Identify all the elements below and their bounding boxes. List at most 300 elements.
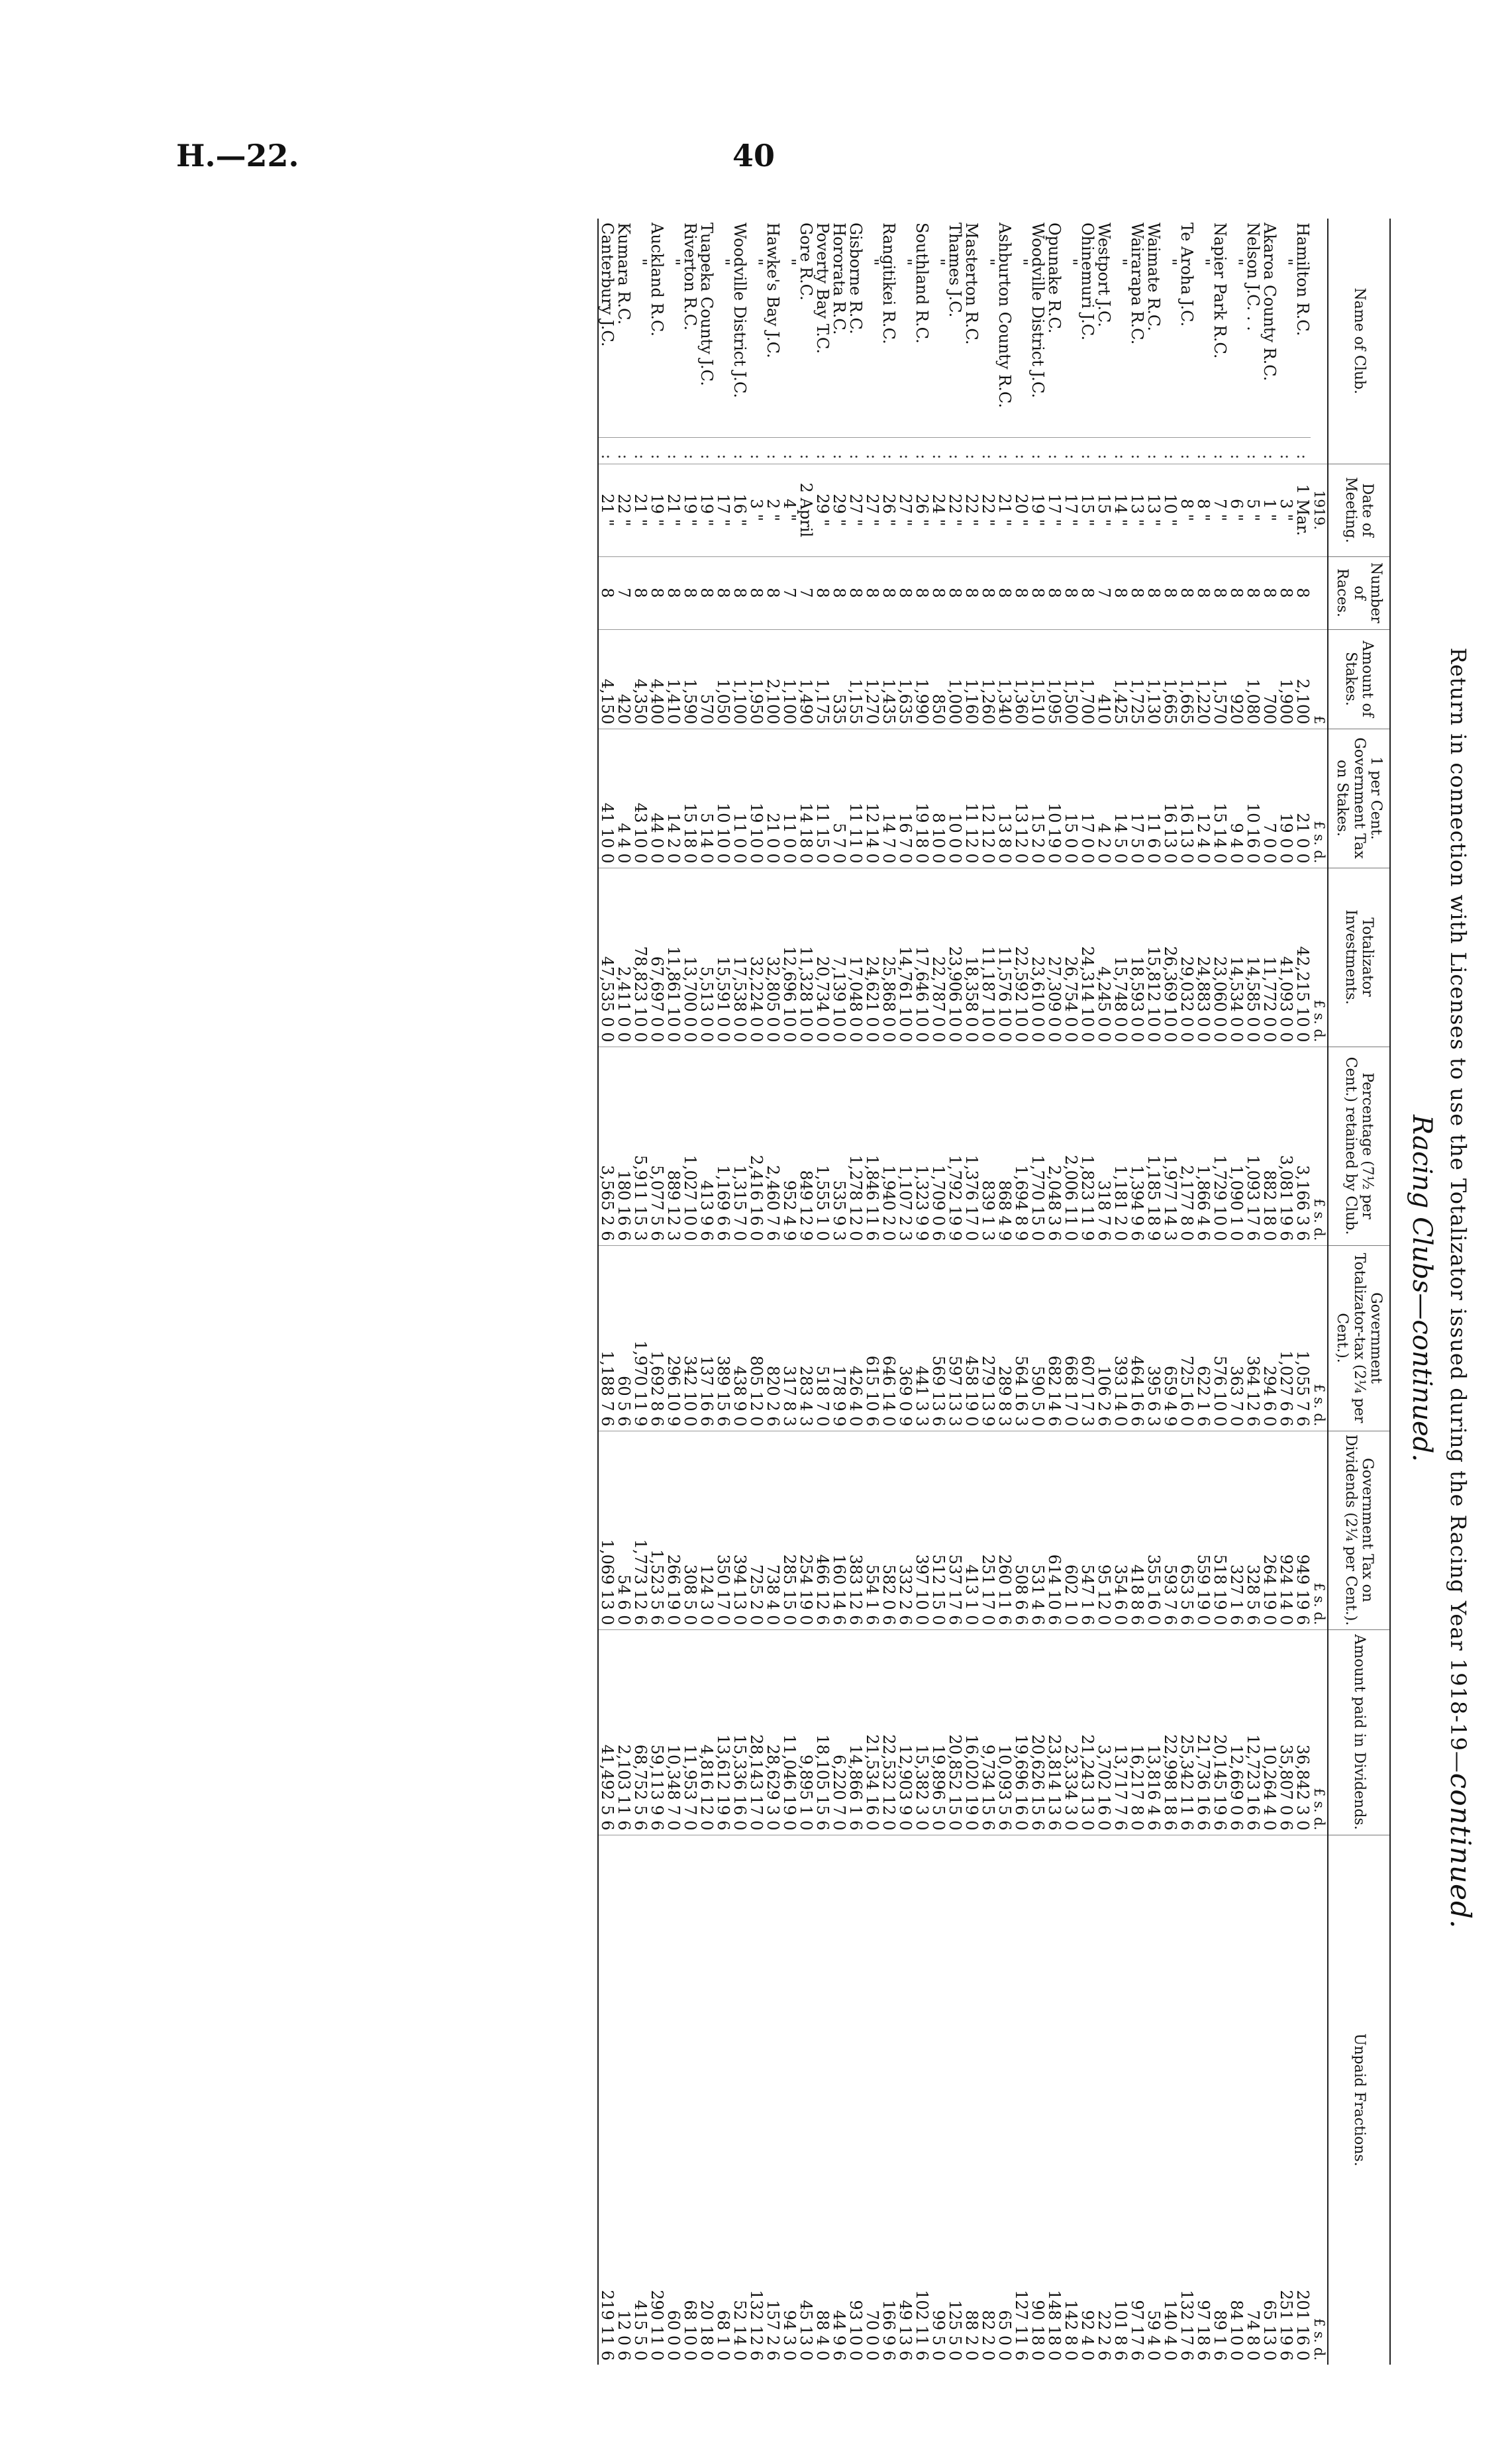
stakes-tax: 12 4 0: [1195, 729, 1211, 868]
meeting-date: 24 ": [930, 464, 946, 556]
totalizator-tax: 564 16 3: [1013, 1245, 1029, 1431]
table-row: [1046, 219, 1062, 2365]
investments: 11,861 10 0: [665, 868, 681, 1047]
club-percentage: 2,177 8 0: [1178, 1047, 1195, 1245]
stakes-amount: 1,590: [681, 629, 698, 729]
dividends-paid: 12,723 16 6: [1244, 1629, 1261, 1835]
totalizator-tax: 395 6 3: [1145, 1245, 1162, 1431]
stakes-amount: 1,260: [979, 629, 996, 729]
totalizator-tax: 622 1 6: [1195, 1245, 1211, 1431]
race-count: 8: [979, 556, 996, 629]
club-percentage: 318 7 6: [1095, 1047, 1112, 1245]
meeting-date: 10 ": [1162, 464, 1178, 556]
investments: 23,906 10 0: [946, 868, 963, 1047]
stakes-amount: 1,360: [1013, 629, 1029, 729]
club-name: Wairarapa R.C.: [1128, 223, 1147, 345]
dividends-paid: 19,696 16 0: [1013, 1629, 1029, 1835]
investments: 17,048 0 0: [847, 868, 864, 1047]
stakes-amount: 4,400: [648, 629, 665, 729]
leader-dots: :: [698, 437, 715, 464]
stakes-amount: 1,095: [1046, 629, 1062, 729]
col-header-date: Date of Meeting.: [1328, 464, 1390, 556]
stakes-tax: 5 14 0: [698, 729, 715, 868]
club-name: Canterbury J.C.: [598, 219, 615, 437]
unpaid-fractions: 65 0 0: [996, 1835, 1013, 2365]
club-percentage: 5,077 5 6: [648, 1047, 665, 1245]
meeting-date: 27 ": [897, 464, 913, 556]
stakes-amount: 1,410: [665, 629, 681, 729]
dividends-paid: 4,816 12 0: [698, 1629, 715, 1835]
dividends-paid: 28,629 3 0: [764, 1629, 781, 1835]
race-count: 7: [615, 556, 632, 629]
table-row: [1277, 219, 1294, 2365]
stakes-tax: 12 14 0: [864, 729, 880, 868]
totalizator-tax: 668 17 0: [1062, 1245, 1079, 1431]
investments: 24,314 10 0: [1079, 868, 1095, 1047]
leader-dots: :: [632, 437, 648, 464]
dividend-tax: 355 16 0: [1145, 1431, 1162, 1629]
investments: 26,369 10 0: [1162, 868, 1178, 1047]
meeting-date: 13 ": [1145, 464, 1162, 556]
totalizator-tax: 597 13 3: [946, 1245, 963, 1431]
meeting-date: 3 ": [748, 464, 764, 556]
leader-dots: :: [979, 437, 996, 464]
meeting-date: 21 ": [996, 464, 1013, 556]
race-count: 7: [781, 556, 797, 629]
meeting-date: 21 ": [598, 464, 615, 556]
race-count: 8: [946, 556, 963, 629]
totalizator-tax: 659 4 9: [1162, 1245, 1178, 1431]
club-name: ": [896, 258, 915, 266]
dividends-paid: 15,336 16 0: [731, 1629, 748, 1835]
stakes-tax: 11 0 0: [781, 729, 797, 868]
dividend-tax: 394 13 0: [731, 1431, 748, 1629]
table-row: [748, 219, 764, 2365]
club-name: ": [1012, 258, 1031, 266]
leader-dots: :: [1178, 437, 1195, 464]
table-row: [781, 219, 797, 2365]
caption-suffix: continued.: [1444, 1772, 1477, 1929]
club-name: Riverton R.C.: [681, 223, 700, 331]
investments: 23,610 0 0: [1029, 868, 1046, 1047]
investments: 15,748 0 0: [1112, 868, 1128, 1047]
meeting-date: 16 ": [731, 464, 748, 556]
leader-dots: :: [814, 437, 830, 464]
dividend-tax: 1,523 5 6: [648, 1431, 665, 1629]
stakes-tax: 11 11 0: [847, 729, 864, 868]
club-name: Poverty Bay T.C.: [813, 223, 832, 354]
race-count: 8: [632, 556, 648, 629]
race-count: 8: [864, 556, 880, 629]
dividends-paid: 59,113 9 6: [648, 1629, 665, 1835]
race-count: 8: [764, 556, 781, 629]
dividends-paid: 3,702 16 0: [1095, 1629, 1112, 1835]
table-body: [598, 219, 1328, 2365]
unpaid-fractions: 90 18 0: [1029, 1835, 1046, 2365]
totalizator-tax: 283 4 3: [797, 1245, 814, 1431]
stakes-tax: 16 7 0: [897, 729, 913, 868]
leader-dots: :: [648, 437, 665, 464]
unpaid-fractions: 97 17 6: [1128, 1835, 1145, 2365]
table-row: [764, 219, 781, 2365]
dividends-paid: 16,020 19 0: [963, 1629, 979, 1835]
unpaid-fractions: 52 14 0: [731, 1835, 748, 2365]
stakes-tax: 14 7 0: [880, 729, 897, 868]
stakes-amount: 410: [1095, 629, 1112, 729]
stakes-amount: 1,155: [847, 629, 864, 729]
stakes-amount: 1,570: [1211, 629, 1228, 729]
dividend-tax: 266 19 0: [665, 1431, 681, 1629]
table-row: [715, 219, 731, 2365]
stakes-tax: 8 10 0: [930, 729, 946, 868]
dividends-paid: 6,220 7 0: [830, 1629, 847, 1835]
table-row: [1244, 219, 1261, 2365]
leader-dots: :: [781, 437, 797, 464]
dividend-tax: 254 19 0: [797, 1431, 814, 1629]
unpaid-fractions: 84 10 0: [1228, 1835, 1244, 2365]
dividend-tax: 559 19 0: [1195, 1431, 1211, 1629]
totalizator-tax: 1,970 11 9: [632, 1245, 648, 1431]
totalizator-tax: 607 17 3: [1079, 1245, 1095, 1431]
meeting-date: 22 ": [946, 464, 963, 556]
stakes-tax: 15 2 0: [1029, 729, 1046, 868]
meeting-date: 17 ": [715, 464, 731, 556]
unpaid-fractions: 82 2 0: [979, 1835, 996, 2365]
stakes-amount: 1,340: [996, 629, 1013, 729]
stakes-tax: 13 8 0: [996, 729, 1013, 868]
dividend-tax: 260 11 6: [996, 1431, 1013, 1629]
investments: 27,309 0 0: [1046, 868, 1062, 1047]
table-row: [1228, 219, 1244, 2365]
table-row: [648, 219, 665, 2365]
meeting-date: 22 ": [615, 464, 632, 556]
club-name: Woodville District J.C.: [1028, 223, 1048, 398]
dividends-paid: 16,217 8 0: [1128, 1629, 1145, 1835]
meeting-date: 19 ": [648, 464, 665, 556]
leader-dots: :: [797, 437, 814, 464]
club-percentage: 1,823 11 9: [1079, 1047, 1095, 1245]
meeting-date: 17 ": [1062, 464, 1079, 556]
table-row: [1079, 219, 1095, 2365]
dividends-paid: 18,105 15 6: [814, 1629, 830, 1835]
dividends-paid: 2,103 11 6: [615, 1629, 632, 1835]
stakes-amount: 920: [1228, 629, 1244, 729]
club-percentage: 3,081 19 6: [1277, 1047, 1294, 1245]
meeting-date: 27 ": [847, 464, 864, 556]
meeting-date: 8 ": [1195, 464, 1211, 556]
leader-dots: :: [1195, 437, 1211, 464]
race-count: 8: [1046, 556, 1062, 629]
club-name: Ohinemuri J.C.: [1078, 223, 1097, 340]
unpaid-fractions: 49 13 6: [897, 1835, 913, 2365]
club-name: ": [1062, 258, 1081, 266]
stakes-tax: 44 0 0: [648, 729, 665, 868]
investments: 14,585 0 0: [1244, 868, 1261, 1047]
totalizator-tax: 369 0 9: [897, 1245, 913, 1431]
document-reference: H.—22.: [176, 138, 299, 174]
investments: 42,215 10 0: [1294, 868, 1311, 1047]
race-count: 8: [665, 556, 681, 629]
unpaid-fractions: 132 12 6: [748, 1835, 764, 2365]
stakes-amount: 850: [930, 629, 946, 729]
leader-dots: :: [1261, 437, 1277, 464]
leader-dots: :: [864, 437, 880, 464]
investments: 47,535 0 0: [598, 868, 615, 1047]
stakes-amount: 1,100: [731, 629, 748, 729]
dividend-tax: 537 17 6: [946, 1431, 963, 1629]
meeting-date: 5 ": [1244, 464, 1261, 556]
leader-dots: :: [598, 437, 615, 464]
club-percentage: 2,048 3 6: [1046, 1047, 1062, 1245]
dividends-paid: 35,807 0 6: [1277, 1629, 1294, 1835]
dividends-paid: 41,492 5 6: [598, 1629, 615, 1835]
club-percentage: 1,770 15 0: [1029, 1047, 1046, 1245]
club-percentage: 849 12 9: [797, 1047, 814, 1245]
table-row: [665, 219, 681, 2365]
dividend-tax: 593 7 6: [1162, 1431, 1178, 1629]
table-row: [1029, 219, 1046, 2365]
unpaid-fractions: 127 11 6: [1013, 1835, 1029, 2365]
investments: 22,787 0 0: [930, 868, 946, 1047]
investments: 26,754 0 0: [1062, 868, 1079, 1047]
investments: 23,060 0 0: [1211, 868, 1228, 1047]
investments: 15,812 10 0: [1145, 868, 1162, 1047]
col-header-dividend-tax: Government Tax on Dividends (2¼ per Cent.).: [1328, 1431, 1390, 1629]
col-header-stakes-tax: 1 per Cent. Government Tax on Stakes.: [1328, 729, 1390, 868]
club-percentage: 1,846 11 6: [864, 1047, 880, 1245]
table-row: [681, 219, 698, 2365]
stakes-amount: 1,175: [814, 629, 830, 729]
investments: 24,621 0 0: [864, 868, 880, 1047]
club-name: Southland R.C.: [913, 223, 932, 344]
club-name: Kumara R.C.: [615, 223, 634, 325]
totalizator-tax: 646 14 0: [880, 1245, 897, 1431]
stakes-tax: 15 18 0: [681, 729, 698, 868]
dividends-paid: 11,046 19 0: [781, 1629, 797, 1835]
stakes-tax: 19 0 0: [1277, 729, 1294, 868]
club-name: ": [664, 258, 683, 266]
investments: 78,823 10 0: [632, 868, 648, 1047]
club-percentage: 1,181 2 0: [1112, 1047, 1128, 1245]
dividends-paid: 23,814 13 6: [1046, 1629, 1062, 1835]
dividend-tax: 95 12 0: [1095, 1431, 1112, 1629]
dividend-tax: 614 10 6: [1046, 1431, 1062, 1629]
dividend-tax: 1,069 13 0: [598, 1431, 615, 1629]
unpaid-fractions: 59 4 0: [1145, 1835, 1162, 2365]
meeting-date: 19 ": [1029, 464, 1046, 556]
club-name: Napier Park R.C.: [1211, 223, 1230, 359]
race-count: 8: [1162, 556, 1178, 629]
unpaid-fractions: 68 10 0: [681, 1835, 698, 2365]
dividend-tax: 949 19 6: [1294, 1431, 1311, 1629]
table-row: [598, 219, 615, 2365]
totalizator-tax: 576 10 0: [1211, 1245, 1228, 1431]
dividends-paid: 13,816 4 6: [1145, 1629, 1162, 1835]
club-percentage: 2,416 16 0: [748, 1047, 764, 1245]
table-row: [1261, 219, 1277, 2365]
leader-dots: :: [963, 437, 979, 464]
dividends-paid: 10,348 7 0: [665, 1629, 681, 1835]
stakes-amount: 1,665: [1162, 629, 1178, 729]
page-number: 40: [732, 138, 776, 174]
club-percentage: 1,107 2 3: [897, 1047, 913, 1245]
units-cell: 1919.: [1311, 464, 1328, 556]
leader-dots: :: [1277, 437, 1294, 464]
totalizator-tax: 725 16 0: [1178, 1245, 1195, 1431]
club-percentage: 1,027 10 0: [681, 1047, 698, 1245]
unpaid-fractions: 219 11 6: [598, 1835, 615, 2365]
dividend-tax: 582 0 6: [880, 1431, 897, 1629]
club-name: Thames J.C.: [946, 223, 965, 318]
club-name: Auckland R.C.: [648, 223, 667, 337]
race-count: 8: [715, 556, 731, 629]
dividends-paid: 13,717 7 6: [1112, 1629, 1128, 1835]
meeting-date: 17 ": [1046, 464, 1062, 556]
race-count: 8: [1228, 556, 1244, 629]
club-name: Gisborne R.C.: [846, 223, 866, 334]
race-count: 8: [930, 556, 946, 629]
dividend-tax: 264 19 0: [1261, 1431, 1277, 1629]
dividends-paid: 14,866 1 6: [847, 1629, 864, 1835]
meeting-date: 2 ": [764, 464, 781, 556]
dividend-tax: 653 5 6: [1178, 1431, 1195, 1629]
race-count: 8: [1195, 556, 1211, 629]
stakes-tax: 10 16 0: [1244, 729, 1261, 868]
dividend-tax: 508 6 6: [1013, 1431, 1029, 1629]
race-count: 8: [897, 556, 913, 629]
table-row: [963, 219, 979, 2365]
club-name: ": [631, 258, 650, 266]
unpaid-fractions: 88 2 0: [963, 1835, 979, 2365]
leader-dots: :: [1029, 437, 1046, 464]
dividends-paid: 23,334 3 0: [1062, 1629, 1079, 1835]
leader-dots: :: [897, 437, 913, 464]
table-row: [698, 219, 715, 2365]
stakes-tax: 11 15 0: [814, 729, 830, 868]
leader-dots: :: [665, 437, 681, 464]
units-cell: £: [1311, 629, 1328, 729]
race-count: 8: [731, 556, 748, 629]
stakes-tax: 12 12 0: [979, 729, 996, 868]
units-cell: £ s. d.: [1311, 729, 1328, 868]
table-row: [1195, 219, 1211, 2365]
investments: 14,534 0 0: [1228, 868, 1244, 1047]
investments: 17,538 0 0: [731, 868, 748, 1047]
club-percentage: 1,866 4 6: [1195, 1047, 1211, 1245]
meeting-date: 2 April: [797, 464, 814, 556]
table-row: [1211, 219, 1228, 2365]
table-row: [814, 219, 830, 2365]
meeting-date: 21 ": [665, 464, 681, 556]
totalizator-tax: 1,188 7 6: [598, 1245, 615, 1431]
leader-dots: :: [1294, 437, 1311, 464]
dividends-paid: 21,736 16 6: [1195, 1629, 1211, 1835]
stakes-amount: 1,665: [1178, 629, 1195, 729]
stakes-amount: 1,050: [715, 629, 731, 729]
leader-dots: :: [946, 437, 963, 464]
investments: 18,593 0 0: [1128, 868, 1145, 1047]
stakes-amount: 570: [698, 629, 715, 729]
totalizator-tax: 106 2 6: [1095, 1245, 1112, 1431]
dividends-paid: 36,842 3 0: [1294, 1629, 1311, 1835]
stakes-amount: 4,150: [598, 629, 615, 729]
dividend-tax: 602 1 0: [1062, 1431, 1079, 1629]
investments: 11,187 10 0: [979, 868, 996, 1047]
stakes-tax: 7 0 0: [1261, 729, 1277, 868]
stakes-amount: 1,000: [946, 629, 963, 729]
leader-dots: :: [1162, 437, 1178, 464]
unpaid-fractions: 166 9 6: [880, 1835, 897, 2365]
table-row: [1178, 219, 1195, 2365]
race-count: 8: [1128, 556, 1145, 629]
dividends-paid: 13,612 19 6: [715, 1629, 731, 1835]
dividends-paid: 25,342 11 6: [1178, 1629, 1195, 1835]
unpaid-fractions: 101 8 6: [1112, 1835, 1128, 2365]
totalizator-tax: 426 4 0: [847, 1245, 864, 1431]
units-cell: £ s. d.: [1311, 1835, 1328, 2365]
leader-dots: :: [880, 437, 897, 464]
unpaid-fractions: 60 0 0: [665, 1835, 681, 2365]
club-name: ": [1111, 258, 1130, 266]
stakes-tax: 14 5 0: [1112, 729, 1128, 868]
stakes-tax: 11 12 0: [963, 729, 979, 868]
dividends-paid: 28,143 17 0: [748, 1629, 764, 1835]
club-name: Westport J.C.: [1095, 223, 1114, 327]
stakes-amount: 1,635: [897, 629, 913, 729]
leader-dots: :: [731, 437, 748, 464]
club-name: Rangitikei R.C.: [879, 223, 899, 344]
race-count: 8: [1013, 556, 1029, 629]
race-count: 8: [1029, 556, 1046, 629]
table-row: [864, 219, 880, 2365]
race-count: 7: [797, 556, 814, 629]
totalizator-tax: 389 15 6: [715, 1245, 731, 1431]
club-percentage: 1,694 8 9: [1013, 1047, 1029, 1245]
race-count: 8: [1277, 556, 1294, 629]
stakes-amount: 1,700: [1079, 629, 1095, 729]
stakes-tax: 15 0 0: [1062, 729, 1079, 868]
dividend-tax: 251 17 0: [979, 1431, 996, 1629]
club-percentage: 1,555 1 0: [814, 1047, 830, 1245]
club-percentage: 1,090 1 0: [1228, 1047, 1244, 1245]
totalizator-tax: 464 16 6: [1128, 1245, 1145, 1431]
stakes-amount: 1,160: [963, 629, 979, 729]
table-row: [913, 219, 930, 2365]
stakes-tax: 14 18 0: [797, 729, 814, 868]
unpaid-fractions: 125 5 0: [946, 1835, 963, 2365]
club-name: ": [747, 258, 766, 266]
club-percentage: 180 16 6: [615, 1047, 632, 1245]
stakes-tax: 17 5 0: [1128, 729, 1145, 868]
totalizator-tax: 296 10 9: [665, 1245, 681, 1431]
totalizator-return-table: [597, 219, 1391, 2365]
stakes-tax: 17 0 0: [1079, 729, 1095, 868]
club-name: Te Aroha J.C.: [1177, 223, 1197, 327]
dividends-paid: 22,532 12 0: [880, 1629, 897, 1835]
club-name: ": [929, 258, 948, 266]
totalizator-tax: 393 14 0: [1112, 1245, 1128, 1431]
table-row: [1112, 219, 1128, 2365]
table-subcaption: Racing Clubs—continued.: [1407, 1114, 1437, 1463]
units-cell: £ s. d.: [1311, 1245, 1328, 1431]
race-count: 8: [598, 556, 615, 629]
totalizator-tax: 569 13 6: [930, 1245, 946, 1431]
dividend-tax: 124 3 0: [698, 1431, 715, 1629]
stakes-amount: 420: [615, 629, 632, 729]
meeting-date: 1 Mar.: [1294, 464, 1311, 556]
dividend-tax: 285 15 0: [781, 1431, 797, 1629]
investments: 11,576 10 0: [996, 868, 1013, 1047]
